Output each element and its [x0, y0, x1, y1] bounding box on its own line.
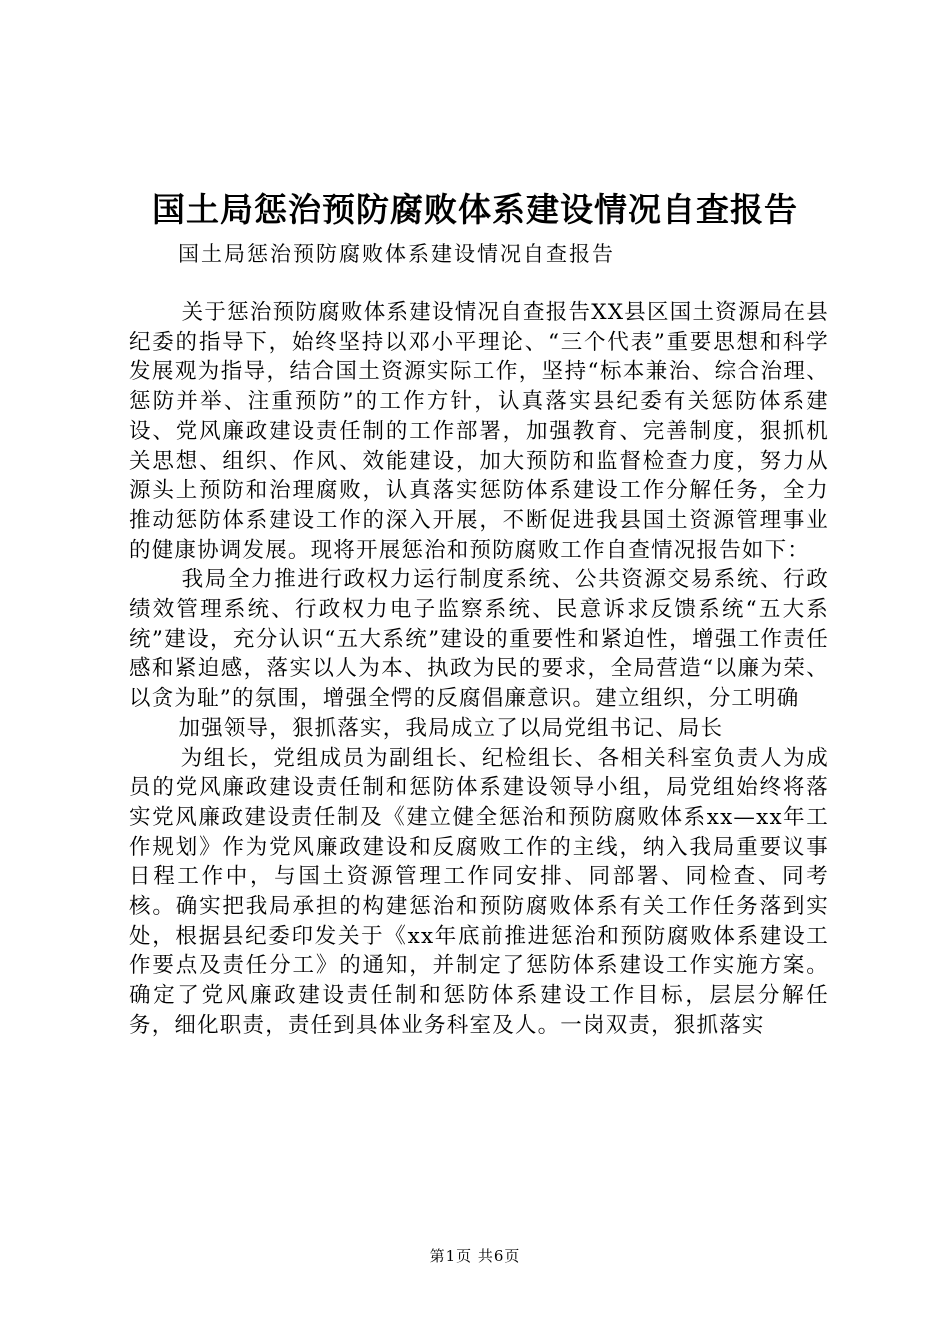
paragraph-leadership: 加强领导，狠抓落实，我局成立了以局党组书记、局长: [178, 715, 724, 741]
paragraph-leading-group: 为组长，党组成员为副组长、纪检组长、各相关科室负责人为成员的党风廉政建设责任制和惩防体系建设领导小组，局党组始终将落实党风廉政建设责任制及《建立健全惩治和预防腐败体系xx—xx年工作规划》作为党风廉政建设和反腐败工作的主线，纳入我局重要议事日程工作中，与国土资源管理工作同安排、同部署、同检查、同考核。确实把我局承担的构建惩治和预防腐败体系有关工作任务落到实处，根据县纪委印发关于《xx年底前推进惩治和预防腐败体系建设工作要点及责任分工》的通知，并制定了惩防体系建设工作实施方案。确定了党风廉政建设责任制和惩防体系建设工作目标，层层分解任务，细化职责，责任到具体业务科室及人。一岗双责，狠抓落实: [129, 745, 829, 1038]
document-body: [129, 298, 829, 1041]
page-footer: 第1页 共6页: [429, 1247, 521, 1265]
paragraph-five-systems: 我局全力推进行政权力运行制度系统、公共资源交易系统、行政绩效管理系统、行政权力电子监察系统、民意诉求反馈系统“五大系统”建设，充分认识“五大系统”建设的重要性和紧迫性，增强工作责任感和紧迫感，落实以人为本、执政为民的要求，全局营造“以廉为荣、以贪为耻”的氛围，增强全愕的反腐倡廉意识。建立组织，分工明确: [129, 567, 829, 712]
paragraph-intro: 关于惩治预防腐败体系建设情况自查报告XX县区国土资源局在县纪委的指导下，始终坚持以邓小平理论、“三个代表”重要思想和科学发展观为指导，结合国土资源实际工作，坚持“标本兼治、综合治理、惩防并举、注重预防”的工作方针，认真落实县纪委有关惩防体系建设、党风廉政建设责任制的工作部署，加强教育、完善制度，狠抓机关思想、组织、作风、效能建设，加大预防和监督检查力度，努力从源头上预防和治理腐败，认真落实惩防体系建设工作分解任务，全力推动惩防体系建设工作的深入开展，不断促进我县国土资源管理事业的健康协调发展。现将开展惩治和预防腐败工作自查情况报告如下：: [129, 300, 829, 563]
document-subtitle: 国土局惩治预防腐败体系建设情况自查报告: [178, 242, 615, 266]
document-title: 国土局惩治预防腐败体系建设情况自查报告: [152, 190, 798, 229]
